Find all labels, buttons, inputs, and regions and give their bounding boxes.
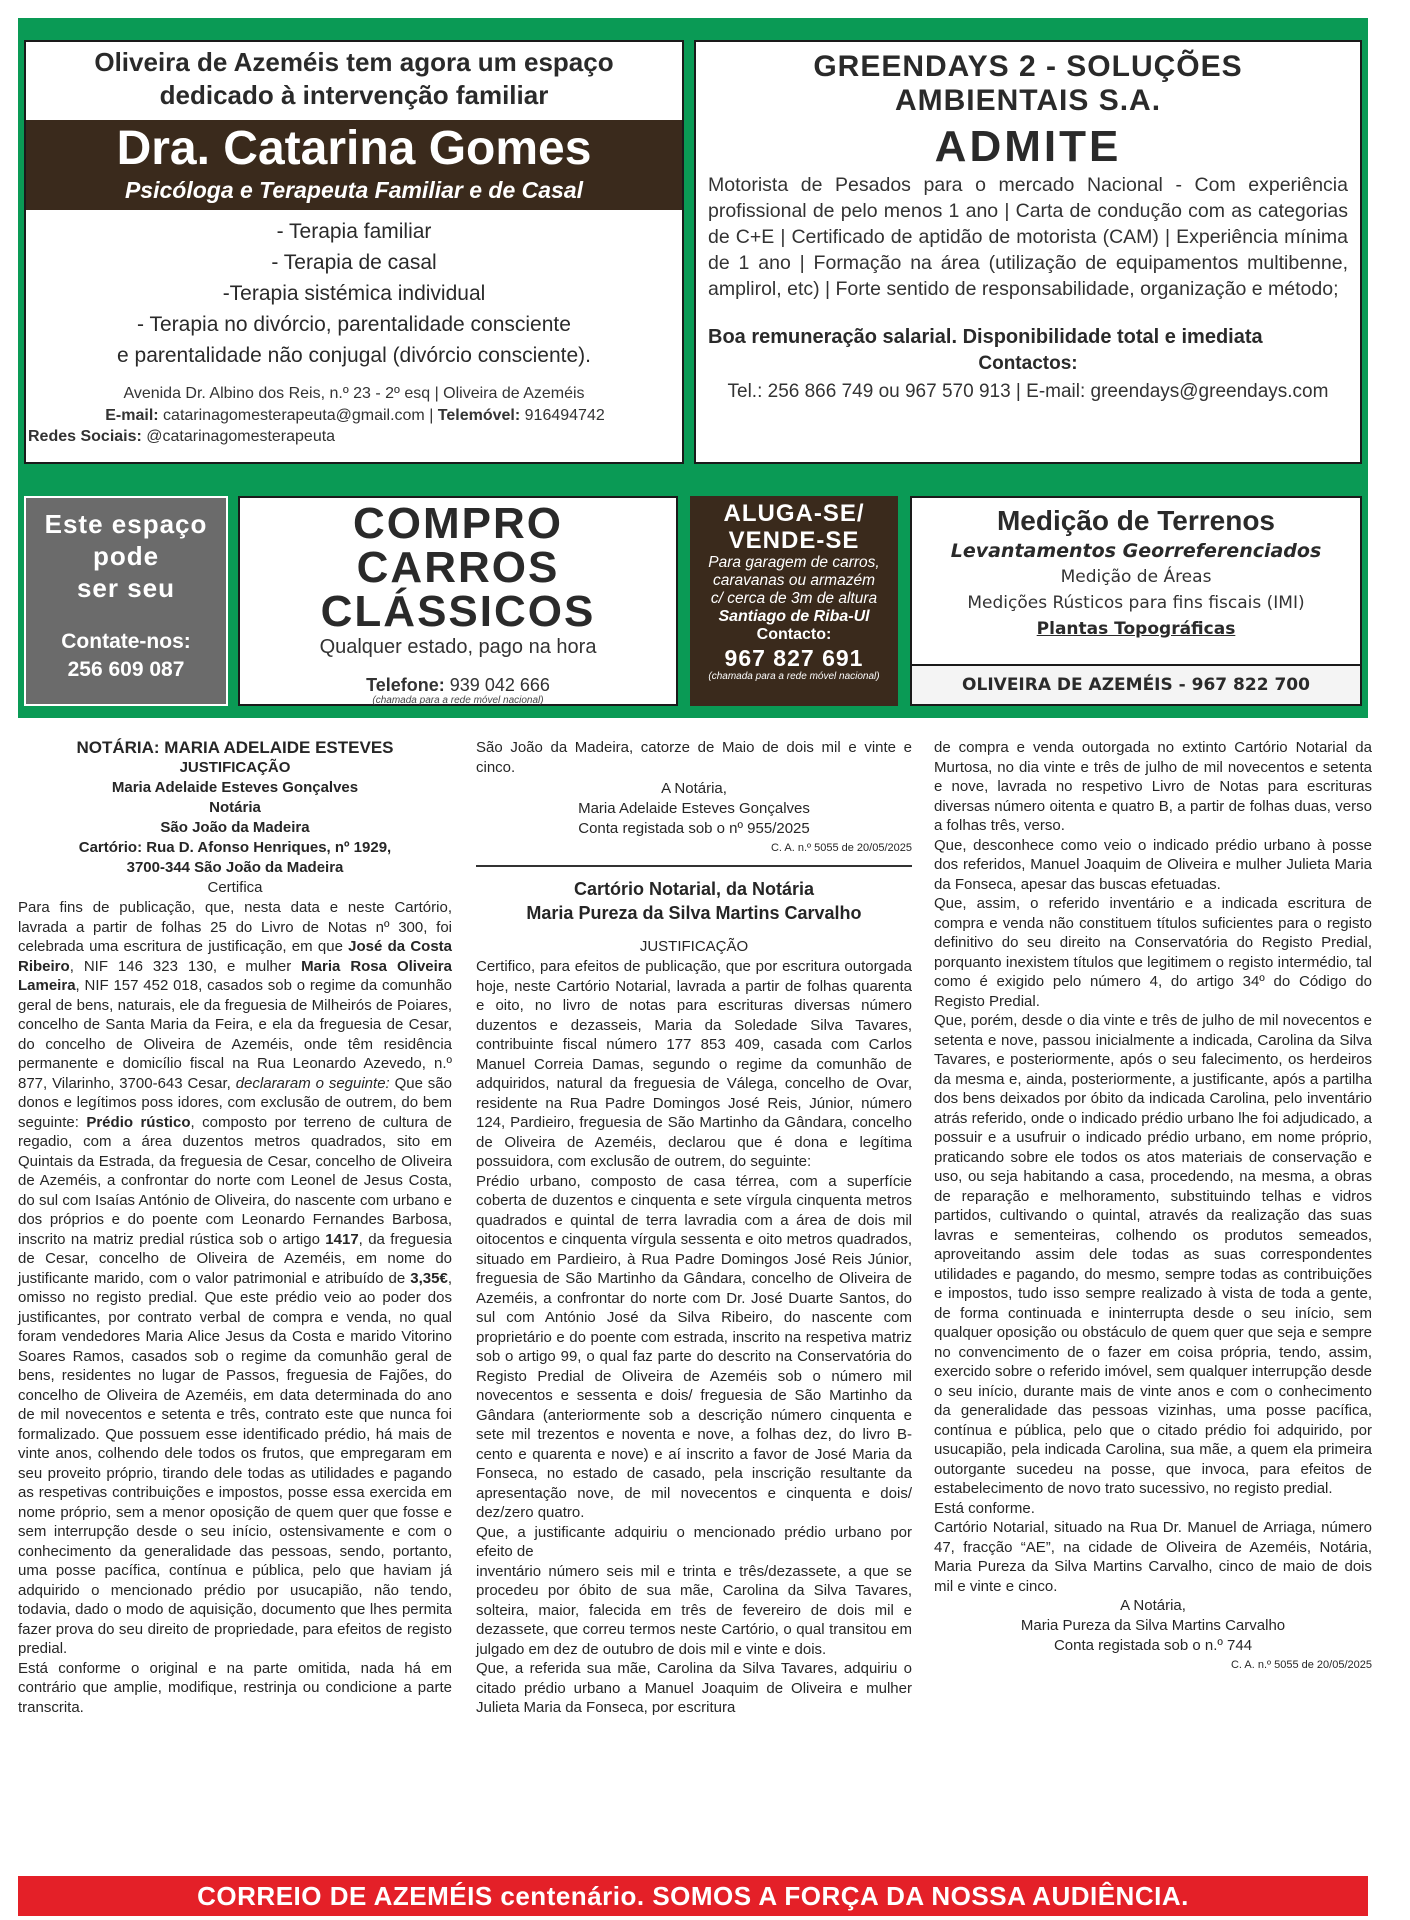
footer-banner: CORREIO DE AZEMÉIS centenário. SOMOS A FORÇA DA NOSSA AUDIÊNCIA. <box>18 1876 1368 1916</box>
ad-compro-carros: COMPRO CARROS CLÁSSICOS Qualquer estado, pago na hora Telefone: 939 042 666 (chamada para a rede móvel nacional) <box>238 496 678 706</box>
ad4-phone[interactable]: 939 042 666 <box>444 675 550 695</box>
service-item: - Terapia no divórcio, parentalidade consciente <box>137 313 571 336</box>
ad6-footer-phone[interactable]: OLIVEIRA DE AZEMÉIS - 967 822 700 <box>912 664 1360 704</box>
ad4-title: COMPRO CARROS CLÁSSICOS <box>320 499 596 636</box>
ad2-description: Motorista de Pesados para o mercado Nacional - Com experiência profissional de pelo menos 1 ano | Carta de condução com as categorias de C+E | Certificado de aptidão de motorista (CAM) | Experiência mínima de 1 ano | Formação na área (utilização de equipamentos multibenne, amplirol, etc) | Forte sentido de responsabilidade, organização e método; <box>708 174 1348 300</box>
ad1-address: Avenida Dr. Albino dos Reis, n.º 23 - 2º esq | Oliveira de Azeméis <box>123 385 585 402</box>
ad-catarina-gomes <box>24 40 684 464</box>
ad1-headline: Oliveira de Azeméis tem agora um espaço dedicado à intervenção familiar <box>94 47 614 110</box>
ads-section <box>18 18 1368 718</box>
article-column-2: São João da Madeira, catorze de Maio de dois mil e vinte e cinco. A Notária, Maria Adelaide Esteves Gonçalves Conta registada sob o nº 955/2025 C. A. n.º 5055 de 20/05/2025 Cartório Notarial, da Notária Maria Pureza da Silva Martins Carvalho JUSTIFICAÇÃO Certifico, para efeitos de publicação, que por escritura outorgada hoje, neste Cartório Notarial, lavrada a partir de folhas quarenta e oito, no livro de notas para escrituras diversas número duzentos e dezasseis, Maria da Soledade Silva Tavares, contribuinte fiscal número 177 853 409, casada com Carlos Manuel Correia Damas, segundo o regime da comunhão de adquiridos, natural da freguesia de Válega, concelho de Ovar, residente na Rua Padre Domingos José Reis, Júnior, número 124, Pardieiro, freguesia de São Martinho da Gândara, concelho de Oliveira de Azeméis, declarou que é dona e legítima possuidora, com exclusão de outrem, do seguinte: Prédio urbano, composto de casa térrea, com a superfície coberta de duzentos e cinquenta e sete vírgula cinquenta metros quadrados e quintal de terra lavradia com a área de dois mil oitocentos e cinquenta vírgula sessenta e oito metros quadrados, situado em Pardieiro, à Rua Padre Domingos José Reis Júnior, freguesia de São Martinho da Gândara, concelho de Oliveira de Azeméis, a confrontar do norte com Dr. José Duarte Santos, do sul com António José da Silva Ribeiro, do nascente com proprietário e do poente com estrada, inscrito na respetiva matriz sob o artigo 99, o qual faz parte do descrito na Conservatória do Registo Predial de Oliveira de Azeméis sob o número mil novecentos e sessenta e dois/ freguesia de São Martinho da Gândara (anteriormente sob a descrição número cinquenta e sete mil trezentos e noventa e nove, a folhas dez, do livro B- cento e quarenta e nove) e aí inscrito a favor de José Maria da Fonseca, no estado de casado, pela inscrição resultante da apresentação nove, de mil novecentos e cinquenta e dois/ dez/zero quatro. Que, a justificante adquiriu o mencionado prédio urbano por efeito de inventário número seis mil e trinta e três/dezassete, a que se procedeu por óbito de sua mãe, Carolina da Silva Tavares, solteira, maior, falecida em três de fevereiro de dois mil e dezassete, que correu termos neste Cartório, o qual transitou em julgado em dez de outubro de dois mil e vinte e dois. Que, a referida sua mãe, Carolina da Silva Tavares, adquiriu o citado prédio urbano a Manuel Joaquim de Oliveira e mulher Julieta Maria da Fonseca, por escritura <box>476 739 912 1716</box>
article1-title: NOTÁRIA: MARIA ADELAIDE ESTEVES <box>76 738 394 757</box>
ad1-social-line: Redes Sociais: @catarinagomesterapeuta <box>28 428 336 445</box>
ad2-contacts[interactable]: Tel.: 256 866 749 ou 967 570 913 | E-mail: greendays@greendays.com <box>727 381 1329 402</box>
service-item: e parentalidade não conjugal (divórcio consciente). <box>117 344 591 367</box>
article2-title: Cartório Notarial, da Notária Maria Pureza da Silva Martins Carvalho <box>526 879 862 923</box>
ad-space-available: Este espaço pode ser seu Contate-nos: 256 609 087 <box>24 496 228 706</box>
ad2-company: GREENDAYS 2 - SOLUÇÕES AMBIENTAIS S.A. <box>813 50 1243 117</box>
article-column-1: NOTÁRIA: MARIA ADELAIDE ESTEVES JUSTIFICAÇÃO Maria Adelaide Esteves Gonçalves Notária São João da Madeira Cartório: Rua D. Afonso Henriques, nº 1929, 3700-344 São João da Madeira Certifica Para fins de publicação, que, nesta data e neste Cartório, lavrada a partir de folhas 25 do Livro de Notas nº 300, foi celebrada uma escritura de justificação, em que José da Costa Ribeiro, NIF 146 323 130, e mulher Maria Rosa Oliveira Lameira, NIF 157 452 018, casados sob o regime da comunhão geral de bens, naturais, ele da freguesia de Milheirós de Poiares, concelho de Santa Maria da Feira, e ela da freguesia de Cesar, do concelho de Oliveira de Azeméis, onde têm residência permanente e domicílio fiscal na Rua Leonardo Azevedo, n.º 877, Vilarinho, 3700-643 Cesar, declararam o seguinte: Que são donos e legítimos poss idores, com exclusão de outrem, do bem seguinte: Prédio rústico, composto por terreno de cultura de regadio, com a área duzentos metros quadrados, sito em Quintais da Estrada, da freguesia de Cesar, concelho de Oliveira de Azeméis, a confrontar do norte com Leonel de Jesus Costa, do sul com Isaías António de Oliveira, do nascente com urbano e dos próprios e do poente com Leonardo Fernandes Barbosa, inscrito na matriz predial rústica sob o artigo 1417, da freguesia de Cesar, concelho de Oliveira de Azeméis, em nome do justificante marido, com o valor patrimonial e atribuído de 3,35€, omisso no registo predial. Que este prédio veio ao poder dos justificantes, por contrato verbal de compra e venda, no qual foram vendedores Maria Alice Jesus da Costa e marido Vitorino Soares Ramos, casados sob o regime da comunhão geral de bens, residentes no lugar de Passos, freguesia de Fajões, do concelho de Oliveira de Azeméis, em data determinada do ano de mil novecentos e setenta e três, contrato este que nunca foi formalizado. Que possuem esse identificado prédio, há mais de vinte anos, colhendo dele todos os frutos, que empregaram em seu proveito próprio, tirando dele todas as utilidades e pagando as respetivas contribuições e impostos, posse essa exercida em nome próprio, sem a menor oposição de quem quer que fosse e sem interrupção desde o seu início, ostensivamente e com o conhecimento da generalidade das pessoas, sendo, portanto, uma posse pacífica, contínua e pública, pelo que haviam já adquirido o mencionado prédio por usucapião, não tendo, todavia, dado o modo de aquisição, documento que lhes permita fazer prova do seu direito de propriedade, para efeitos de registo predial. Está conforme o original e na parte omitida, nada há em contrário que amplie, modifique, restrinja ou condicione a parte transcrita. <box>18 738 452 1716</box>
ad5-phone[interactable]: 967 827 691 <box>724 645 864 671</box>
ad3-phone[interactable]: 256 609 087 <box>67 658 185 681</box>
ad1-contact-line: E-mail: catarinagomesterapeuta@gmail.com | Telemóvel: 916494742 <box>105 407 605 424</box>
ad1-phone[interactable]: 916494742 <box>520 407 605 424</box>
article-divider <box>476 865 912 867</box>
ad2-offer: Boa remuneração salarial. Disponibilidade total e imediata <box>708 326 1263 348</box>
service-item: -Terapia sistémica individual <box>222 282 486 305</box>
ad1-name-band <box>26 120 682 210</box>
service-item: - Terapia familiar <box>276 220 432 243</box>
article1-body: Para fins de publicação, que, nesta data e neste Cartório, lavrada a partir de folhas 25 do Livro de Notas nº 300, foi celebrada uma escritura de justificação, em que José da Costa Ribeiro, NIF 146 323 130, e mulher Maria Rosa Oliveira Lameira, NIF 157 452 018, casados sob o regime da comunhão geral de bens, naturais, ele da freguesia de Milheirós de Poiares, concelho de Santa Maria da Feira, e ela da freguesia de Cesar, do concelho de Oliveira de Azeméis, onde têm residência permanente e domicílio fiscal na Rua Leonardo Azevedo, n.º 877, Vilarinho, 3700-643 Cesar, declararam o seguinte: Que são donos e legítimos poss idores, com exclusão de outrem, do bem seguinte: Prédio rústico, composto por terreno de cultura de regadio, com a área duzentos metros quadrados, sito em Quintais da Estrada, da freguesia de Cesar, concelho de Oliveira de Azeméis, a confrontar do norte com Leonel de Jesus Costa, do sul com Isaías António de Oliveira, do nascente com urbano e dos próprios e do poente com Leonardo Fernandes Barbosa, inscrito na matriz predial rústica sob o artigo 1417, da freguesia de Cesar, concelho de Oliveira de Azeméis, em nome do justificante marido, com o valor patrimonial e atribuído de 3,35€, omisso no registo predial. Que este prédio veio ao poder dos justificantes, por contrato verbal de compra e venda, no qual foram vendedores Maria Alice Jesus da Costa e marido Vitorino Soares Ramos, casados sob o regime da comunhão geral de bens, residentes no lugar de Passos, freguesia de Fajões, do concelho de Oliveira de Azeméis, em data determinada do ano de mil novecentos e setenta e três, contrato este que nunca foi formalizado. Que possuem esse identificado prédio, há mais de vinte anos, colhendo dele todos os frutos, que empregaram em seu proveito próprio, tirando dele todas as utilidades e pagando as respetivas contribuições e impostos, posse essa exercida em nome próprio, sem a menor oposição de quem quer que fosse e sem interrupção desde o seu início, ostensivamente e com o conhecimento da generalidade das pessoas, sendo, portanto, uma posse pacífica, contínua e pública, pelo que haviam já adquirido o mencionado prédio por usucapião, não tendo, todavia, dado o modo de aquisição, documento que lhes permita fazer prova do seu direito de propriedade, para efeitos de registo predial. <box>18 899 452 1657</box>
ad-greendays <box>694 40 1362 464</box>
ad-aluga-vende: ALUGA-SE/ VENDE-SE Para garagem de carros, caravanas ou armazém c/ cerca de 3m de altura Santiago de Riba-Ul Contacto: 967 827 691 (chamada para a rede móvel nacional) <box>690 496 898 706</box>
article-column-3: de compra e venda outorgada no extinto Cartório Notarial da Murtosa, no dia vinte e três de julho de mil novecentos e setenta e nove, lavrada no respetivo Livro de Notas para escrituras diversas número oitenta e quatro B, a partir de folhas duas, verso a folhas três, verso. Que, desconhece como veio o indicado prédio urbano à posse dos referidos, Manuel Joaquim de Oliveira e mulher Julieta Maria da Fonseca, apesar das buscas efetuadas. Que, assim, o referido inventário e a indicada escritura de compra e venda não constituem títulos suficientes para o registo definitivo do seu direito na Conservatória do Registo Predial, porquanto inexistem títulos que legitimem o registo intermédio, tal como é exigido pelo número 4, do artigo 34º do Código do Registo Predial. Que, porém, desde o dia vinte e três de julho de mil novecentos e setenta e nove, passou inicialmente a indicada, Carolina da Silva Tavares, e posteriormente, após o seu falecimento, os herdeiros da mesma e, ainda, posteriormente, a justificante, após a partilha dos bens deixados por óbito da indicada Carolina, pelo inventário atrás referido, onde o indicado prédio urbano lhe foi adjudicado, a possuir e a usufruir o indicado prédio urbano, em nome próprio, praticando sobre ele todos os atos materiais de conservação e uso, ou seja habitando a casa, procedendo, na mesma, a obras de reparação e melhoramento, substituindo telhas e vidros partidos, cultivando o quintal, através da realização das suas lavras e sementeiras, colhendo os produtos semeados, aproveitando assim dele todas as suas correspondentes utilidades e pagando, do mesmo, sempre todas as contribuições e impostos, tudo isso sempre realizado à vista de toda a gente, de forma continuada e ininterrupta desde o seu início, sem qualquer oposição ou obstáculo de quem quer que seja e sempre no convencimento de o fazer em coisa própria, tendo, assim, exercido sobre o referido imóvel, sem qualquer interrupção desde o seu início, durante mais de vinte anos e com o conhecimento da generalidade das pessoas vizinhas, uma posse pacífica, contínua e pública, pelo que o citado prédio foi adquirido, por usucapião, pela indicada Carolina, sua mãe, a quem ela primeira outorgante sucedeu na posse, que invoca, para efeitos de estabelecimento de novo trato sucessivo, no registo predial. Está conforme. Cartório Notarial, situado na Rua Dr. Manuel de Arriaga, número 47, fracção “AE”, na cidade de Oliveira de Azeméis, Notária, Maria Pureza da Silva Martins Carvalho, cinco de maio de dois mil e vinte e cinco. A Notária, Maria Pureza da Silva Martins Carvalho Conta registada sob o n.º 744 C. A. n.º 5055 de 20/05/2025 <box>934 739 1372 1671</box>
ad-medicao-terrenos: Medição de Terrenos Levantamentos Georreferenciados Medição de Áreas Medições Rústicos para fins fiscais (IMI) Plantas Topográficas OLIVEIRA DE AZEMÉIS - 967 822 700 <box>910 496 1362 706</box>
ad2-admite: ADMITE <box>934 122 1122 171</box>
ad1-social[interactable]: @catarinagomesterapeuta <box>141 428 336 445</box>
ad1-subtitle: Psicóloga e Terapeuta Familiar e de Casal <box>124 177 584 203</box>
ad1-name: Dra. Catarina Gomes <box>116 122 592 175</box>
ad2-contacts-label: Contactos: <box>978 353 1078 374</box>
service-item: - Terapia de casal <box>271 251 437 274</box>
ad1-email[interactable]: catarinagomesterapeuta@gmail.com | <box>158 407 438 424</box>
ad1-services <box>26 216 682 371</box>
